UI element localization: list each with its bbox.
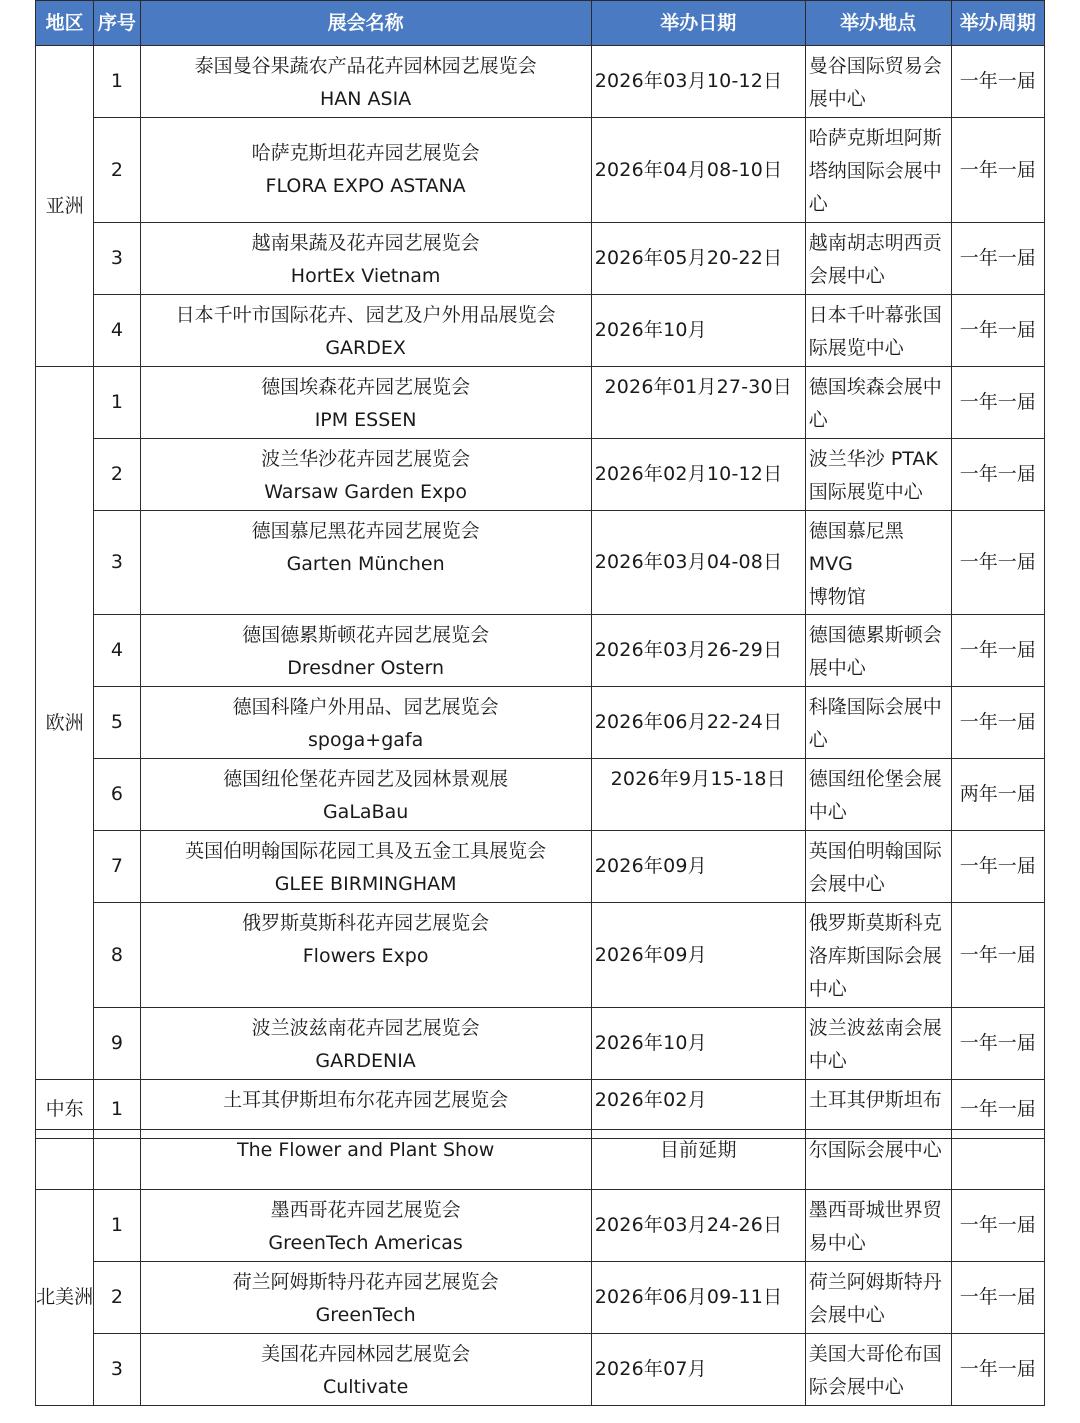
expo-date: 2026年01月27-30日 [591,367,805,439]
table-row [36,759,1045,831]
expo-date: 2026年09月 [591,903,805,1008]
row-index: 5 [94,687,140,759]
table-row [36,831,1045,903]
expo-name: 德国德累斯顿花卉园艺展览会 Dresdner Ostern [140,615,591,687]
expo-name: 德国埃森花卉园艺展览会 IPM ESSEN [140,367,591,439]
expo-place: 德国纽伦堡会展 中心 [805,759,951,831]
expo-name: 土耳其伊斯坦布尔花卉园艺展览会 [140,1080,591,1139]
expo-name: 德国纽伦堡花卉园艺及园林景观展 GaLaBau [140,759,591,831]
row-index: 6 [94,759,140,831]
region-north-america: 北美洲 [36,1190,94,1406]
expo-place: 土耳其伊斯坦布 [805,1080,951,1139]
row-index: 3 [94,511,140,615]
expo-name: 俄罗斯莫斯科花卉园艺展览会 Flowers Expo [140,903,591,1008]
expo-cycle: 一年一届 [951,1008,1045,1080]
header-region: 地区 [36,1,94,46]
header-row [36,1,1045,46]
expo-place: 俄罗斯莫斯科克 洛库斯国际会展 中心 [805,903,951,1008]
table-row [36,687,1045,759]
expo-date: 2026年03月10-12日 [591,46,805,118]
expo-date: 2026年02月10-12日 [591,439,805,511]
row-index: 2 [94,118,140,223]
table-row [36,1262,1045,1334]
expo-place: 波兰波兹南会展 中心 [805,1008,951,1080]
header-name: 展会名称 [140,1,591,46]
table-row [36,223,1045,295]
header-index: 序号 [94,1,140,46]
expo-name: 荷兰阿姆斯特丹花卉园艺展览会 GreenTech [140,1262,591,1334]
expo-cycle: 一年一届 [951,687,1045,759]
row-index: 4 [94,615,140,687]
expo-date: 2026年03月04-08日 [591,511,805,615]
region-asia: 亚洲 [36,46,94,367]
table-row [36,439,1045,511]
expo-cycle: 一年一届 [951,118,1045,223]
table-row [36,46,1045,118]
region-mideast: 中东 [36,1080,94,1139]
expo-table-continued [35,1129,1045,1406]
expo-name: 德国慕尼黑花卉园艺展览会 Garten München [140,511,591,615]
expo-date: 2026年03月26-29日 [591,615,805,687]
expo-date: 2026年02月 [591,1080,805,1139]
expo-name: 英国伯明翰国际花园工具及五金工具展览会 GLEE BIRMINGHAM [140,831,591,903]
expo-cycle: 两年一届 [951,759,1045,831]
expo-place: 曼谷国际贸易会 展中心 [805,46,951,118]
expo-cycle: 一年一届 [951,1262,1045,1334]
expo-place: 尔国际会展中心 [805,1130,951,1190]
expo-cycle: 一年一届 [951,903,1045,1008]
expo-place: 越南胡志明西贡 会展中心 [805,223,951,295]
expo-cycle-empty [951,1130,1045,1190]
expo-cycle: 一年一届 [951,831,1045,903]
expo-place: 德国埃森会展中 心 [805,367,951,439]
table-row [36,1334,1045,1406]
header-place: 举办地点 [805,1,951,46]
row-index: 8 [94,903,140,1008]
expo-cycle: 一年一届 [951,439,1045,511]
row-index: 1 [94,1080,140,1139]
expo-place: 哈萨克斯坦阿斯 塔纳国际会展中 心 [805,118,951,223]
expo-date: 2026年04月08-10日 [591,118,805,223]
expo-date: 2026年06月22-24日 [591,687,805,759]
expo-date: 2026年07月 [591,1334,805,1406]
expo-place: 美国大哥伦布国 际会展中心 [805,1334,951,1406]
expo-place: 科隆国际会展中 心 [805,687,951,759]
header-date: 举办日期 [591,1,805,46]
row-index: 1 [94,1190,140,1262]
region-europe: 欧洲 [36,367,94,1080]
expo-name: The Flower and Plant Show [140,1130,591,1190]
expo-name: 波兰华沙花卉园艺展览会 Warsaw Garden Expo [140,439,591,511]
row-index: 4 [94,295,140,367]
expo-date: 2026年06月09-11日 [591,1262,805,1334]
expo-cycle: 一年一届 [951,615,1045,687]
table-row [36,295,1045,367]
expo-name: 德国科隆户外用品、园艺展览会 spoga+gafa [140,687,591,759]
expo-cycle: 一年一届 [951,295,1045,367]
expo-cycle: 一年一届 [951,46,1045,118]
row-index: 2 [94,439,140,511]
expo-name: 日本千叶市国际花卉、园艺及户外用品展览会 GARDEX [140,295,591,367]
expo-cycle: 一年一届 [951,511,1045,615]
row-index-empty [94,1130,140,1190]
table-row [36,118,1045,223]
expo-place: 波兰华沙 PTAK 国际展览中心 [805,439,951,511]
table-row [36,615,1045,687]
expo-date: 2026年9月15-18日 [591,759,805,831]
expo-name: 墨西哥花卉园艺展览会 GreenTech Americas [140,1190,591,1262]
expo-place: 墨西哥城世界贸 易中心 [805,1190,951,1262]
expo-place: 德国慕尼黑 MVG 博物馆 [805,511,951,615]
table-row [36,903,1045,1008]
expo-date: 2026年10月 [591,295,805,367]
expo-date: 2026年09月 [591,831,805,903]
table-row [36,367,1045,439]
table-row [36,1190,1045,1262]
header-cycle: 举办周期 [951,1,1045,46]
row-index: 1 [94,367,140,439]
expo-name: 哈萨克斯坦花卉园艺展览会 FLORA EXPO ASTANA [140,118,591,223]
expo-name: 波兰波兹南花卉园艺展览会 GARDENIA [140,1008,591,1080]
expo-table [35,0,1045,1139]
row-index: 2 [94,1262,140,1334]
expo-cycle: 一年一届 [951,223,1045,295]
row-index: 3 [94,223,140,295]
row-index: 3 [94,1334,140,1406]
region-empty [36,1130,94,1190]
expo-name: 美国花卉园林园艺展览会 Cultivate [140,1334,591,1406]
expo-place: 德国德累斯顿会 展中心 [805,615,951,687]
expo-name: 泰国曼谷果蔬农产品花卉园林园艺展览会 HAN ASIA [140,46,591,118]
table-row-continuation [36,1130,1045,1190]
row-index: 1 [94,46,140,118]
expo-cycle: 一年一届 [951,367,1045,439]
expo-cycle: 一年一届 [951,1080,1045,1139]
expo-date: 目前延期 [591,1130,805,1190]
expo-place: 英国伯明翰国际 会展中心 [805,831,951,903]
expo-place: 日本千叶幕张国 际展览中心 [805,295,951,367]
expo-date: 2026年05月20-22日 [591,223,805,295]
row-index: 7 [94,831,140,903]
expo-date: 2026年10月 [591,1008,805,1080]
expo-date: 2026年03月24-26日 [591,1190,805,1262]
table-row [36,1008,1045,1080]
table-row [36,511,1045,615]
expo-cycle: 一年一届 [951,1334,1045,1406]
expo-name: 越南果蔬及花卉园艺展览会 HortEx Vietnam [140,223,591,295]
row-index: 9 [94,1008,140,1080]
expo-cycle: 一年一届 [951,1190,1045,1262]
expo-place: 荷兰阿姆斯特丹 会展中心 [805,1262,951,1334]
